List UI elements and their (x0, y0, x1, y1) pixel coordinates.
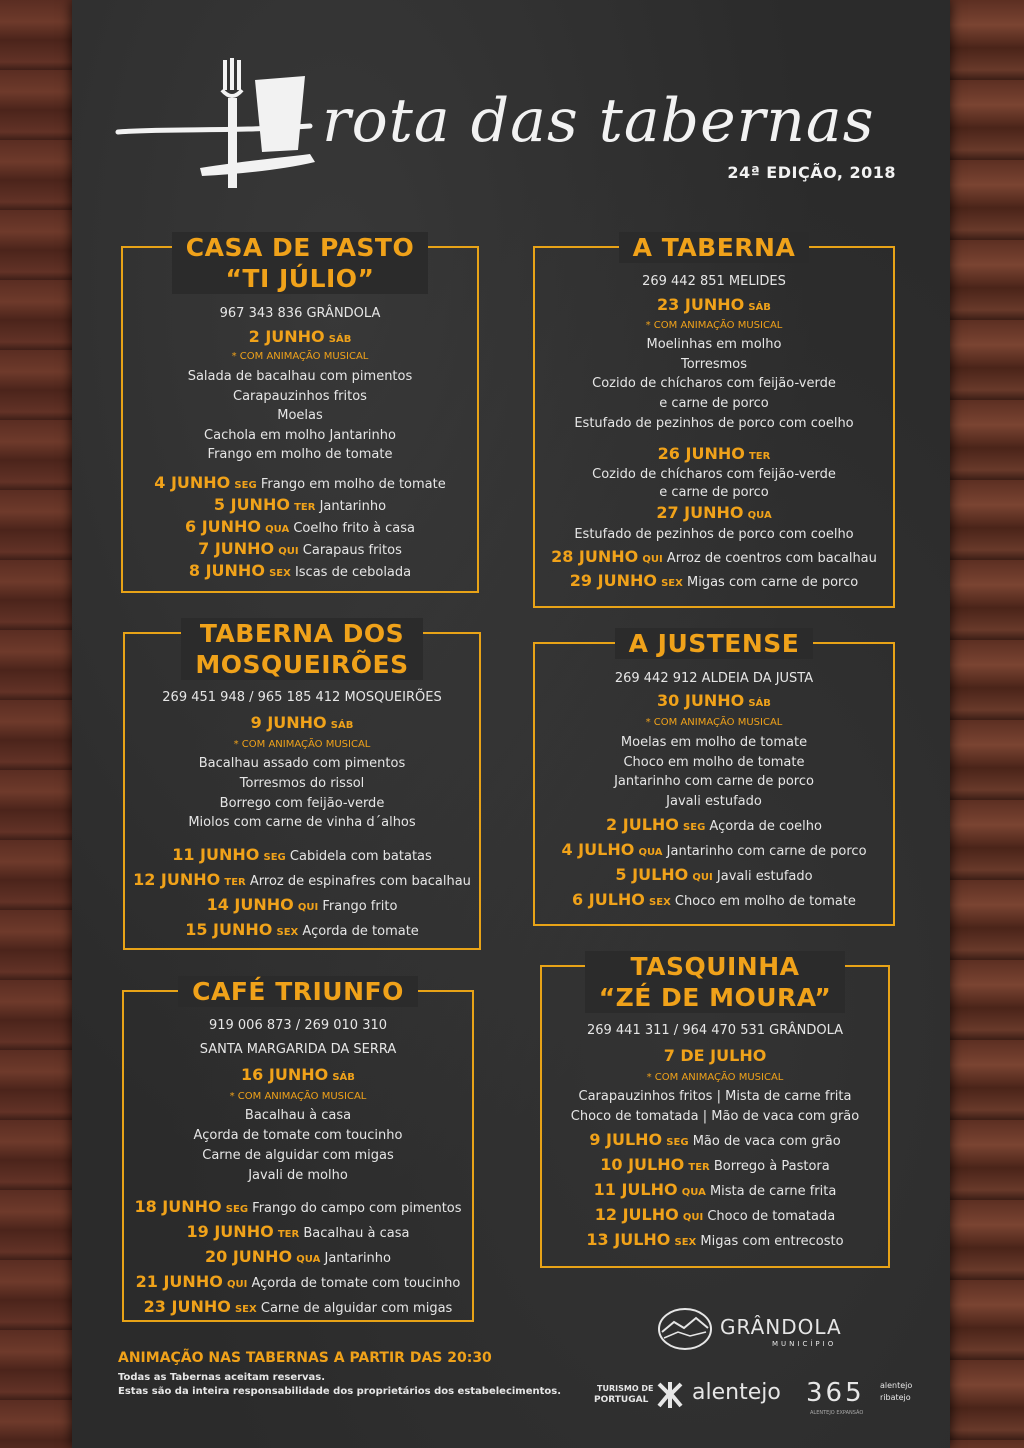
music-note: * COM ANIMAÇÃO MUSICAL (229, 1091, 367, 1102)
music-note: * COM ANIMAÇÃO MUSICAL (231, 351, 369, 362)
box-title-line: A JUSTENSE (615, 628, 814, 659)
music-note: * COM ANIMAÇÃO MUSICAL (645, 717, 783, 728)
box-title-line: CASA DE PASTO (185, 233, 415, 262)
day-row: 5 JULHO QUI Javali estufado (615, 865, 813, 884)
menu-item: Choco de tomatada | Mão de vaca com grão (570, 1109, 860, 1124)
main-date: 30 JUNHO (657, 691, 745, 710)
menu-item: Açorda de tomate com toucinho (193, 1128, 403, 1143)
menu-item: Estufado de pezinhos de porco com coelho (574, 527, 854, 542)
box-title (536, 951, 894, 1013)
menu-item: Cozido de chícharos com feijão-verde (592, 467, 836, 482)
grandola-logo-icon (656, 1306, 714, 1352)
day-row: 23 JUNHO SEX Carne de alguidar com migas (143, 1297, 453, 1316)
footer-headline: ANIMAÇÃO NAS TABERNAS A PARTIR DAS 20:30 (118, 1350, 492, 1366)
box-title (118, 976, 478, 1007)
grandola-logo-text: GRÂNDOLA (720, 1315, 842, 1339)
menu-item: Torresmos do rissol (239, 776, 365, 791)
menu-item: Javali estufado (666, 794, 762, 809)
main-day: SÁB (328, 334, 352, 345)
box-title-line: CAFÉ TRIUNFO (178, 976, 418, 1007)
day-row: 13 JULHO SEX Migas com entrecosto (586, 1230, 844, 1249)
box-ti-julio (121, 233, 479, 593)
day-row: 28 JUNHO QUI Arroz de coentros com bacalhau (551, 547, 877, 566)
footer-notes (118, 1371, 561, 1399)
menu-item: Bacalhau assado com pimentos (198, 756, 406, 771)
menu-item: e carne de porco (659, 396, 769, 411)
main-date: 2 JUNHO (248, 327, 325, 346)
logo-alentejo-small: alentejo (880, 1381, 913, 1390)
box-cafe-triunfo (122, 977, 474, 1322)
contact-info: 269 451 948 / 965 185 412 MOSQUEIRÕES (162, 690, 442, 705)
main-date: 23 JUNHO (657, 295, 745, 314)
turismo-portugal-icon (655, 1380, 685, 1410)
day-row: 2 JULHO SEG Açorda de coelho (606, 815, 822, 834)
menu-item: e carne de porco (659, 485, 769, 500)
day-row: 6 JULHO SEX Choco em molho de tomate (572, 890, 856, 909)
box-title-line: TABERNA DOS (199, 619, 405, 648)
main-day: SÁB (748, 698, 771, 709)
day-row: 6 JUNHO QUA Coelho frito à casa (184, 517, 415, 536)
contact-info: 919 006 873 / 269 010 310 (208, 1018, 388, 1033)
box-title (529, 628, 899, 659)
day-row: 7 JUNHO QUI Carapaus fritos (198, 539, 402, 558)
box-a-taberna (533, 233, 895, 608)
main-day: SÁB (330, 720, 354, 731)
music-note: * COM ANIMAÇÃO MUSICAL (233, 739, 371, 750)
day-row: 4 JULHO QUA Jantarinho com carne de porco (561, 840, 867, 859)
menu-item: Torresmos (680, 357, 748, 372)
cutlery-glass-icon (110, 50, 340, 190)
main-date: 7 DE JULHO (663, 1046, 767, 1065)
main-day: SÁB (748, 302, 771, 313)
footer-line: Estas são da inteira responsabilidade dos proprietários dos estabelecimentos. (118, 1386, 562, 1397)
box-title (119, 618, 485, 680)
day-row: 21 JUNHO QUI Açorda de tomate com toucinho (135, 1272, 461, 1291)
menu-item: Frango em molho de tomate (207, 447, 393, 462)
box-title-line: “TI JÚLIO” (225, 264, 375, 293)
menu-item: Choco em molho de tomate (623, 755, 805, 770)
day-row: 14 JUNHO QUI Frango frito (206, 895, 398, 914)
page-title: rota das tabernas (322, 86, 875, 156)
menu-item: Cachola em molho Jantarinho (204, 428, 396, 443)
box-title-line: TASQUINHA (630, 952, 800, 981)
day-row: 26 JUNHO TER (657, 444, 771, 463)
box-title-line: “ZÉ DE MOURA” (598, 983, 832, 1012)
menu-item: Salada de bacalhau com pimentos (187, 369, 413, 384)
day-row: 15 JUNHO SEX Açorda de tomate (185, 920, 419, 939)
menu-item: Jantarinho com carne de porco (614, 774, 814, 789)
box-title (529, 232, 899, 263)
day-row: 5 JUNHO TER Jantarinho (213, 495, 387, 514)
day-row: 19 JUNHO TER Bacalhau à casa (186, 1222, 410, 1241)
main-date: 9 JUNHO (250, 713, 327, 732)
menu-item: Borrego com feijão-verde (219, 796, 385, 811)
menu-item: Moelas em molho de tomate (620, 735, 808, 750)
day-row: 11 JULHO QUA Mista de carne frita (593, 1180, 837, 1199)
grandola-logo-sub: MUNICÍPIO (772, 1340, 837, 1348)
menu-item: Miolos com carne de vinha d´alhos (188, 815, 416, 830)
menu-item: Estufado de pezinhos de porco com coelho (574, 416, 854, 431)
day-row: 8 JUNHO SEX Iscas de cebolada (188, 561, 412, 580)
day-row: 11 JUNHO SEG Cabidela com batatas (172, 845, 432, 864)
menu-item: Moelinhas em molho (646, 337, 782, 352)
day-row: 12 JUNHO TER Arroz de espinafres com bacalhau (133, 870, 471, 889)
main-day: SÁB (332, 1072, 355, 1083)
contact-info: 269 441 311 / 964 470 531 GRÂNDOLA (586, 1023, 844, 1038)
footer-line: Todas as Tabernas aceitam reservas. (118, 1372, 326, 1383)
day-row: 29 JUNHO SEX Migas com carne de porco (569, 571, 859, 590)
box-justense (533, 629, 895, 926)
contact-info: SANTA MARGARIDA DA SERRA (199, 1042, 397, 1057)
day-row: 20 JUNHO QUA Jantarinho (204, 1247, 391, 1266)
menu-item: Carne de alguidar com migas (202, 1148, 394, 1163)
turismo-logo-bottom: PORTUGAL (594, 1395, 649, 1405)
menu-item: Javali de molho (248, 1168, 348, 1183)
day-row: 4 JUNHO SEG Frango em molho de tomate (154, 473, 446, 492)
music-note: * COM ANIMAÇÃO MUSICAL (645, 320, 783, 331)
music-note: * COM ANIMAÇÃO MUSICAL (646, 1072, 784, 1083)
box-title (117, 232, 483, 294)
edition-label: 24ª EDIÇÃO, 2018 (727, 163, 896, 182)
day-row: 9 JULHO SEG Mão de vaca com grão (589, 1130, 841, 1149)
logo-365: 365 (806, 1378, 865, 1408)
box-title-line: MOSQUEIRÕES (195, 650, 409, 679)
box-ze-de-moura (540, 952, 890, 1268)
turismo-logo-top: TURISMO DE (597, 1384, 654, 1393)
contact-info: 269 442 851 MELIDES (642, 274, 786, 289)
main-date: 16 JUNHO (241, 1065, 329, 1084)
day-row: 12 JULHO QUI Choco de tomatada (594, 1205, 836, 1224)
menu-item: Bacalhau à casa (244, 1108, 352, 1123)
menu-item: Carapauzinhos fritos (233, 389, 367, 404)
box-mosqueiroes (123, 619, 481, 950)
day-row: 18 JUNHO SEG Frango do campo com pimentos (134, 1197, 462, 1216)
day-row: 27 JUNHO QUA (656, 503, 772, 522)
menu-item: Moelas (277, 408, 323, 423)
day-row: 10 JULHO TER Borrego à Pastora (600, 1155, 830, 1174)
wood-wall-right (948, 0, 1024, 1448)
menu-item: Carapauzinhos fritos | Mista de carne frita (578, 1089, 852, 1104)
menu-item: Cozido de chícharos com feijão-verde (592, 376, 836, 391)
logo-365-sub: ALENTEJO EXPANSÃO (810, 1410, 864, 1416)
alentejo-logo: alentejo (692, 1380, 781, 1405)
contact-info: 269 442 912 ALDEIA DA JUSTA (614, 671, 814, 686)
box-title-line: A TABERNA (619, 232, 810, 263)
contact-info: 967 343 836 GRÂNDOLA (219, 306, 381, 321)
logo-ribatejo-small: ribatejo (880, 1393, 911, 1402)
